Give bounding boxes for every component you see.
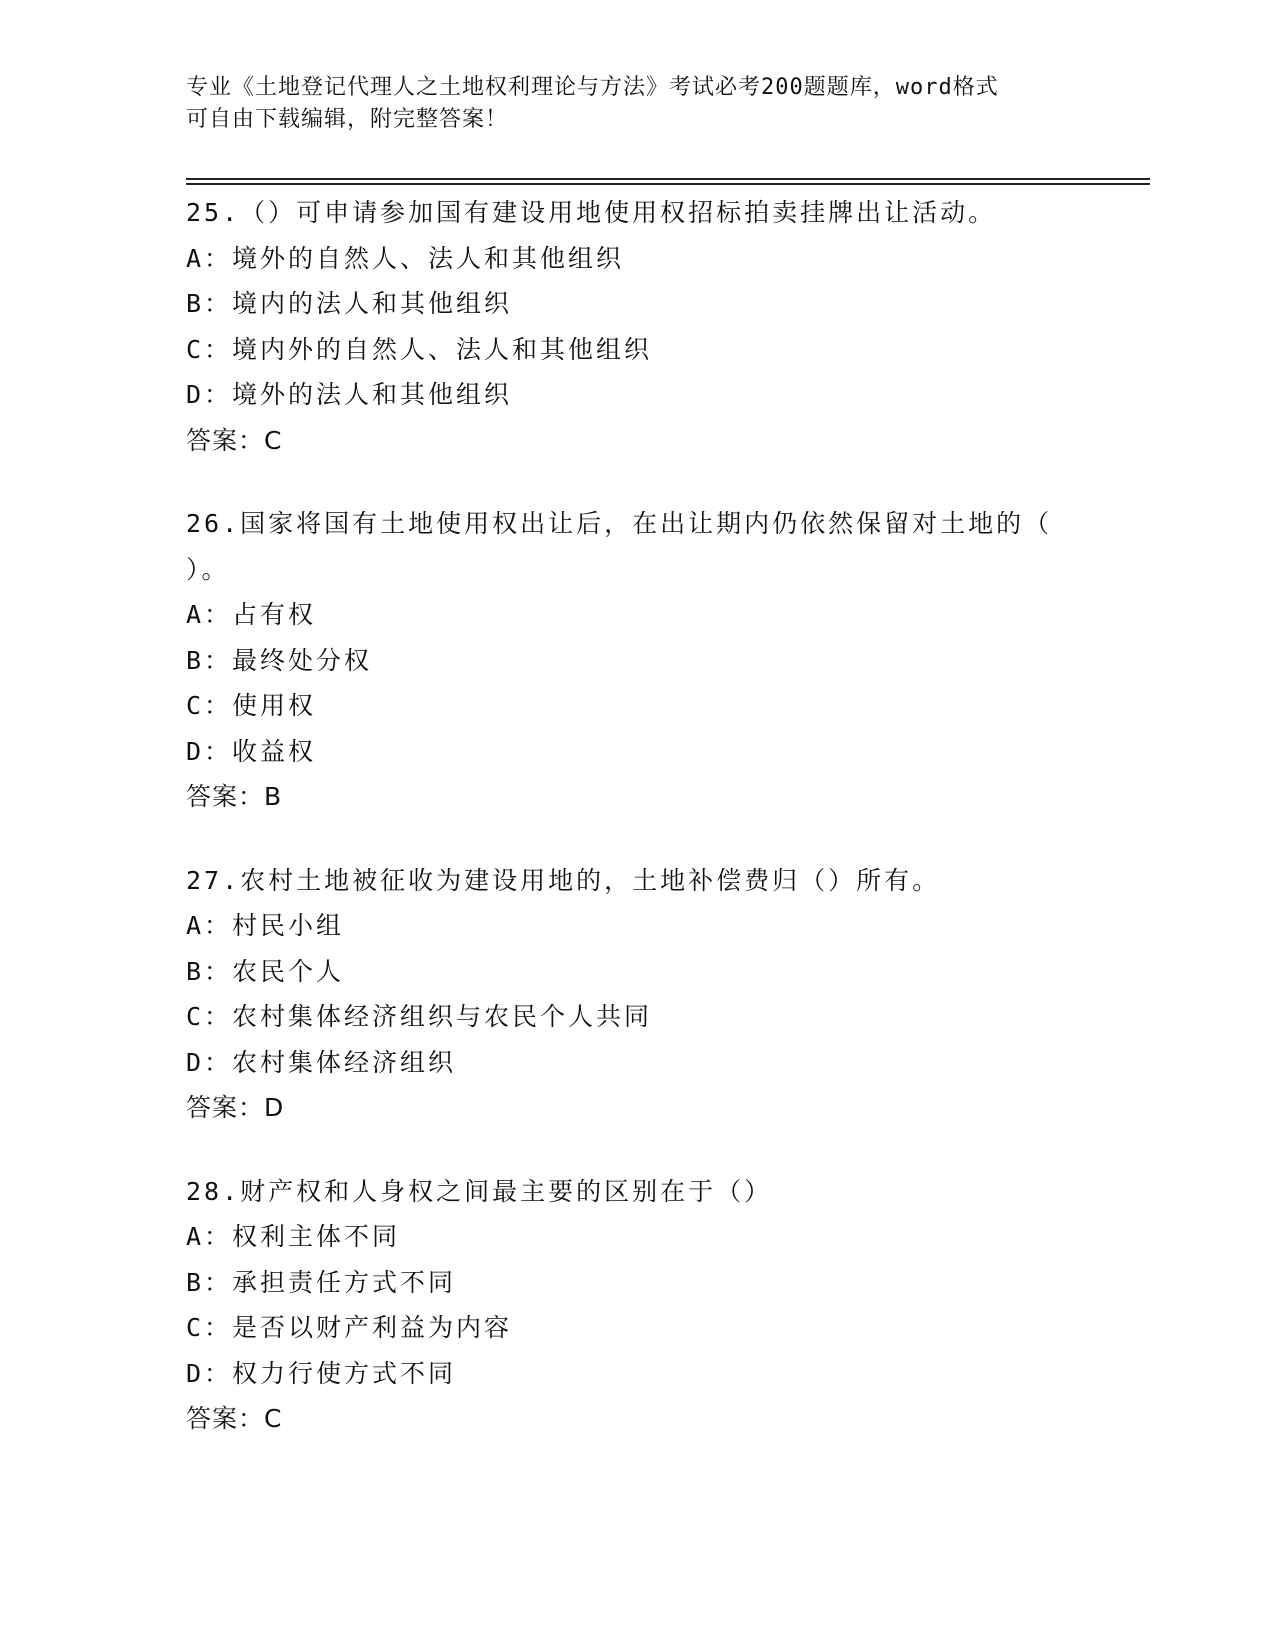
question-27 — [186, 858, 1146, 1131]
question-stem: 26.国家将国有土地使用权出让后，在出让期内仍依然保留对土地的（ — [186, 509, 1053, 538]
question-stem: 28.财产权和人身权之间最主要的区别在于（） — [186, 1176, 773, 1206]
question-stem: 25.（）可申请参加国有建设用地使用权招标拍卖挂牌出让活动。 — [186, 198, 997, 227]
question-stem-continued: ）。 — [186, 554, 230, 584]
document-header — [186, 72, 1086, 136]
option-d: D：境外的法人和其他组织 — [186, 380, 513, 409]
option-c: C：境内外的自然人、法人和其他组织 — [186, 334, 653, 364]
question-25 — [186, 190, 1146, 463]
answer: 答案：C — [186, 1404, 283, 1433]
question-26 — [186, 501, 1146, 820]
question-28 — [186, 1169, 1146, 1442]
question-list — [186, 190, 1146, 1480]
option-b: B：境内的法人和其他组织 — [186, 289, 513, 318]
answer: 答案：B — [186, 782, 283, 811]
header-line-2: 可自由下载编辑，附完整答案！ — [186, 107, 509, 132]
answer: 答案：D — [186, 1093, 285, 1122]
header-line-1: 专业《土地登记代理人之土地权利理论与方法》考试必考200题题库，word格式 — [186, 75, 999, 100]
option-a: A：占有权 — [186, 600, 317, 629]
option-c: C：是否以财产利益为内容 — [186, 1313, 513, 1342]
option-b: B：农民个人 — [186, 956, 345, 986]
option-a: A：权利主体不同 — [186, 1222, 401, 1251]
option-b: B：最终处分权 — [186, 645, 373, 675]
option-c: C：农村集体经济组织与农民个人共同 — [186, 1002, 653, 1031]
option-d: D：收益权 — [186, 736, 317, 766]
option-b: B：承担责任方式不同 — [186, 1267, 457, 1297]
option-a: A：村民小组 — [186, 911, 345, 940]
header-divider-top — [186, 178, 1150, 180]
option-c: C：使用权 — [186, 691, 317, 720]
header-divider-bottom — [186, 183, 1150, 185]
answer: 答案：C — [186, 425, 283, 455]
option-d: D：权力行使方式不同 — [186, 1358, 457, 1388]
option-a: A：境外的自然人、法人和其他组织 — [186, 243, 625, 273]
question-stem: 27.农村土地被征收为建设用地的，土地补偿费归（）所有。 — [186, 865, 941, 895]
option-d: D：农村集体经济组织 — [186, 1047, 457, 1077]
